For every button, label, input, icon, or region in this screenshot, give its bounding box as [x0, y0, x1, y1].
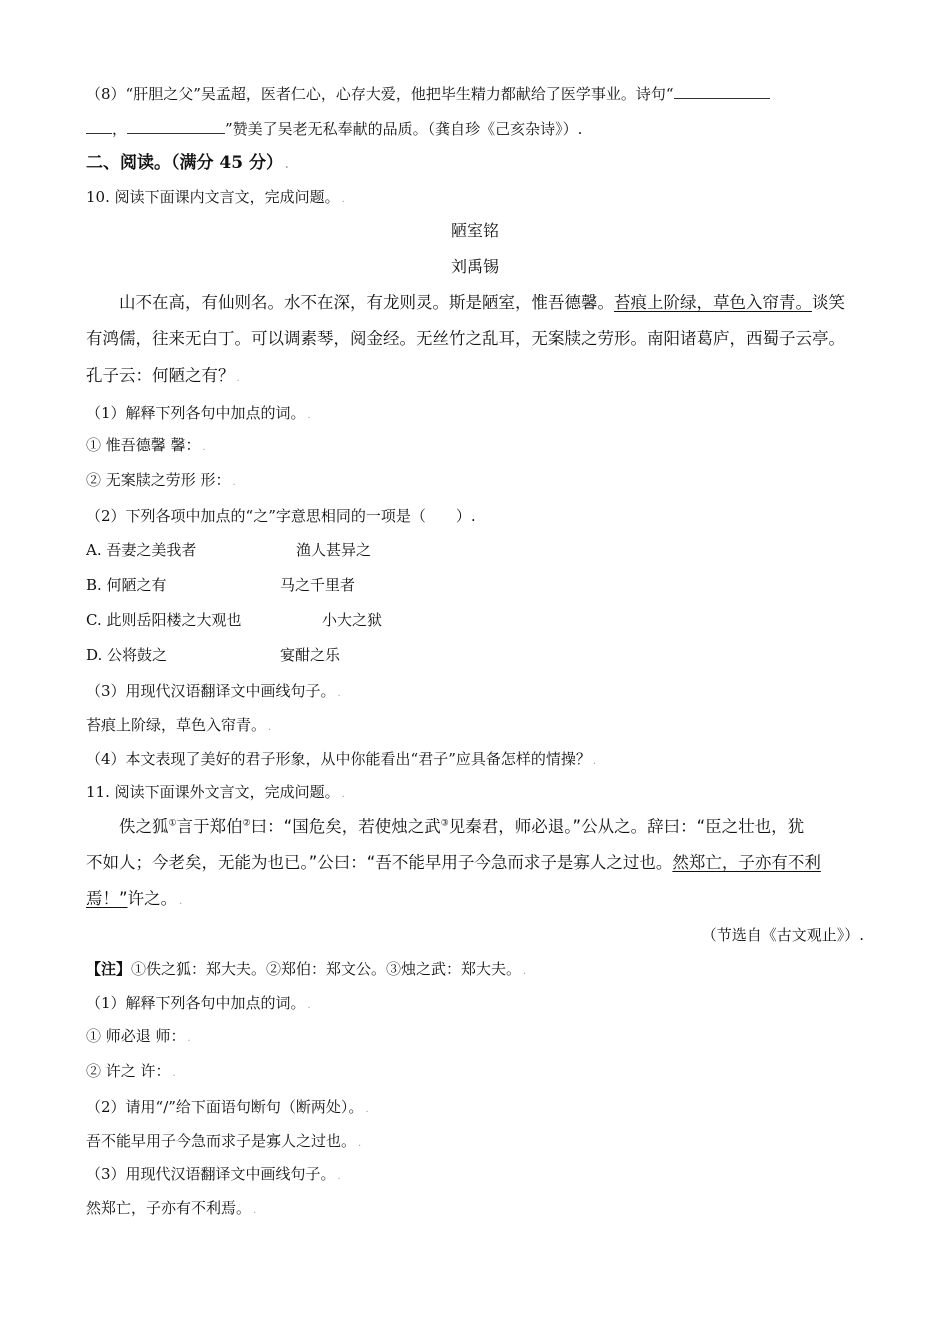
- option-b-right: 马之千里者: [280, 576, 356, 594]
- passage-text: 佚之狐: [119, 817, 169, 836]
- q10-sub1-item1-text: ① 惟吾德馨 馨：: [86, 436, 201, 454]
- q10-passage-line-3: 孔子云：何陋之有？ .: [86, 366, 240, 385]
- q11-sub1: （1）解释下列各句中加点的词。 .: [86, 994, 311, 1012]
- q10-sub2-text: （2）下列各项中加点的“之”字意思相同的一项是（ ）.: [86, 507, 476, 525]
- option-a-left: A. 吾妻之美我者: [86, 541, 197, 559]
- q11-sub3-text: （3）用现代汉语翻译文中画线句子。: [86, 1165, 336, 1183]
- underlined-sentence: 苔痕上阶绿，草色入帘青。: [614, 293, 812, 312]
- q11-passage-line-1: [119, 817, 804, 837]
- q8-line-2: [86, 119, 582, 139]
- underlined-sentence: 然郑亡，子亦有不利: [672, 853, 821, 872]
- q8-line-1: [86, 84, 770, 104]
- q10-sub4-text: （4）本文表现了美好的君子形象，从中你能看出“君子”应具备怎样的情操？: [86, 750, 591, 768]
- q8-blank-1-cont[interactable]: [86, 119, 112, 134]
- option-b[interactable]: [86, 575, 356, 595]
- q10-sub3: （3）用现代汉语翻译文中画线句子。 .: [86, 682, 341, 700]
- option-d-right: 宴酣之乐: [280, 646, 341, 664]
- q10-intro-text: 10. 阅读下面课内文言文，完成问题。: [86, 188, 340, 206]
- q11-passage-line-2: [86, 853, 821, 873]
- q11-sub2-text: （2）请用“/”给下面语句断句（断两处）。: [86, 1098, 364, 1116]
- q11-sub1-item1-text: ① 师必退 师：: [86, 1027, 186, 1045]
- poem-author-text: 刘禹锡: [450, 257, 499, 276]
- q10-sub1: （1）解释下列各句中加点的词。 .: [86, 404, 311, 422]
- underlined-sentence: 焉！”: [86, 889, 128, 908]
- passage-text: 曰：“国危矣，若使烛之武: [250, 817, 441, 836]
- option-a-right: 渔人甚异之: [296, 541, 372, 559]
- passage-text: 孔子云：何陋之有？: [86, 366, 235, 385]
- q10-sub1-item2-text: ② 无案牍之劳形 形：: [86, 471, 231, 489]
- q10-intro: 10. 阅读下面课内文言文，完成问题。 .: [86, 188, 345, 206]
- q8-text-2: ”赞美了吴老无私奉献的品质。（龚自珍《己亥杂诗》）.: [225, 120, 583, 138]
- q11-source-text: （节选自《古文观止》）.: [701, 926, 864, 944]
- q11-sub2-sentence: 吾不能早用子今急而求子是寡人之过也。 .: [86, 1132, 362, 1150]
- q11-sub1-text: （1）解释下列各句中加点的词。: [86, 994, 306, 1012]
- q11-sub1-item2: ② 许之 许： .: [86, 1062, 176, 1080]
- section-title-text: 二、阅读。（满分 45 分）: [86, 153, 283, 173]
- option-d-left: D. 公将鼓之: [86, 646, 168, 664]
- q11-source: [702, 925, 864, 945]
- q11-note: 【注】①佚之狐：郑大夫。②郑伯：郑文公。③烛之武：郑大夫。 .: [86, 960, 527, 978]
- q11-intro: 11. 阅读下面课外文言文，完成问题。 .: [86, 783, 345, 801]
- option-c[interactable]: [86, 610, 383, 630]
- q11-sub1-item1: ① 师必退 师： .: [86, 1027, 191, 1045]
- passage-text: 见秦君，师必退。”公从之。辞曰：“臣之壮也，犹: [448, 817, 805, 836]
- poem-title: [0, 221, 950, 241]
- q10-sub3-text: （3）用现代汉语翻译文中画线句子。: [86, 682, 336, 700]
- q10-sub1-item2: ② 无案牍之劳形 形： .: [86, 471, 236, 489]
- q10-sub4: （4）本文表现了美好的君子形象，从中你能看出“君子”应具备怎样的情操？ .: [86, 750, 597, 768]
- q10-passage-line-2: [86, 329, 845, 349]
- q11-intro-text: 11. 阅读下面课外文言文，完成问题。: [86, 783, 340, 801]
- option-d[interactable]: [86, 645, 341, 665]
- q11-sub2: （2）请用“/”给下面语句断句（断两处）。 .: [86, 1098, 369, 1116]
- section-title: 二、阅读。（满分 45 分） .: [86, 153, 289, 173]
- option-c-right: 小大之狱: [322, 611, 383, 629]
- passage-text: 有鸿儒，往来无白丁。可以调素琴，阅金经。无丝竹之乱耳，无案牍之劳形。南阳诸葛庐，西蜀子云亭。: [86, 329, 845, 348]
- poem-title-text: 陋室铭: [450, 221, 499, 240]
- q11-sub3: （3）用现代汉语翻译文中画线句子。 .: [86, 1165, 341, 1183]
- poem-author: [0, 257, 950, 277]
- q10-sub2: [86, 506, 476, 526]
- passage-text: 不如人；今老矣，无能为也已。”公曰：“吾不能早用子今急而求子是寡人之过也。: [86, 853, 673, 872]
- passage-text: 谈笑: [812, 293, 845, 312]
- q10-sub3-sentence: 苔痕上阶绿，草色入帘青。 .: [86, 716, 272, 734]
- q11-sub2-sentence-text: 吾不能早用子今急而求子是寡人之过也。: [86, 1132, 357, 1150]
- q10-sub3-sentence-text: 苔痕上阶绿，草色入帘青。: [86, 716, 267, 734]
- q11-sub3-sentence-text: 然郑亡，子亦有不利焉。: [86, 1199, 252, 1217]
- footnote-mark-2: ②: [242, 818, 251, 829]
- q8-blank-2[interactable]: [127, 119, 225, 134]
- q10-sub1-text: （1）解释下列各句中加点的词。: [86, 404, 306, 422]
- q8-comma: ，: [112, 120, 128, 138]
- q11-passage-line-3: 焉！”许之。 .: [86, 889, 183, 908]
- option-a[interactable]: [86, 540, 372, 560]
- q8-text-1: （8）“肝胆之父”吴孟超，医者仁心，心存大爱，他把毕生精力都献给了医学事业。诗句“: [86, 85, 674, 103]
- footnote-mark-3: ③: [440, 818, 449, 829]
- passage-text: 言于郑伯: [176, 817, 243, 836]
- q8-blank-1[interactable]: [674, 84, 770, 99]
- passage-text: 山不在高，有仙则名。水不在深，有龙则灵。斯是陋室，惟吾德馨。: [119, 293, 614, 312]
- passage-text: 许之。: [127, 889, 178, 908]
- q10-sub1-item1: ① 惟吾德馨 馨： .: [86, 436, 206, 454]
- q10-passage-line-1: [119, 293, 845, 313]
- footnote-mark-1: ①: [168, 818, 177, 829]
- q11-sub3-sentence: 然郑亡，子亦有不利焉。 .: [86, 1199, 257, 1217]
- option-b-left: B. 何陋之有: [86, 576, 167, 594]
- note-label: 【注】: [86, 960, 132, 978]
- note-text: ①佚之狐：郑大夫。②郑伯：郑文公。③烛之武：郑大夫。: [131, 960, 522, 978]
- q11-sub1-item2-text: ② 许之 许：: [86, 1062, 171, 1080]
- option-c-left: C. 此则岳阳楼之大观也: [86, 611, 242, 629]
